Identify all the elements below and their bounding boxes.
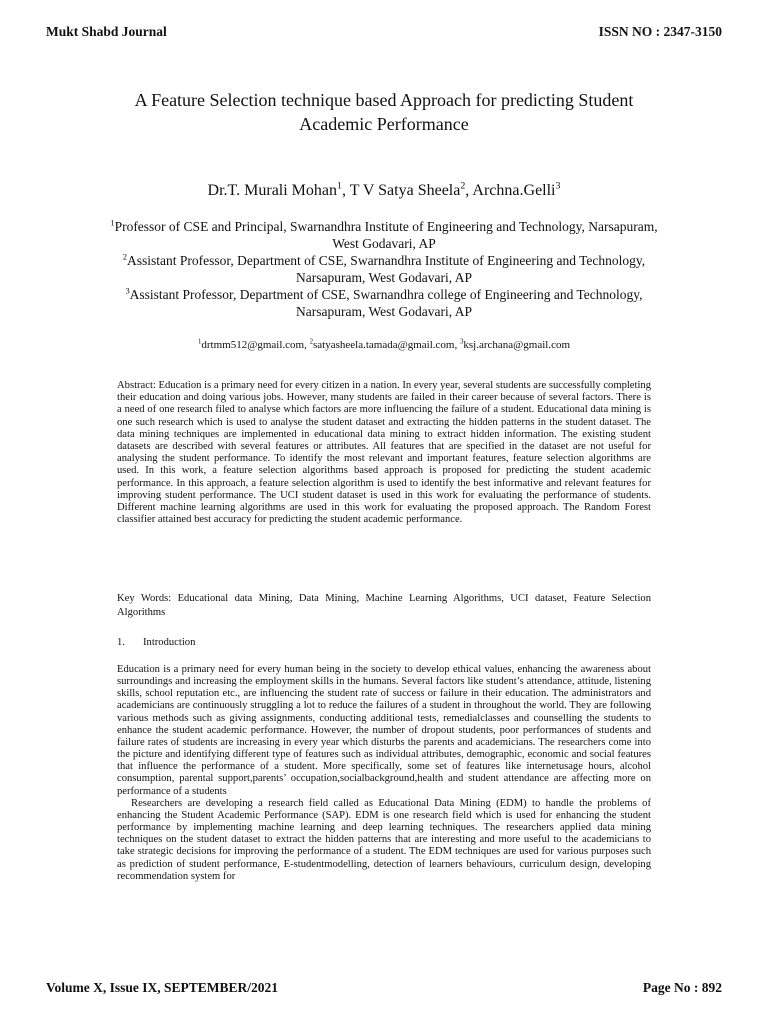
author-name: T V Satya Sheela xyxy=(349,182,461,199)
volume-issue: Volume X, Issue IX, SEPTEMBER/2021 xyxy=(46,980,279,995)
affiliation xyxy=(110,252,658,286)
affiliation-superscript: 3 xyxy=(125,286,130,296)
section-title: Introduction xyxy=(143,637,196,648)
author-superscript: 1 xyxy=(337,180,342,192)
email-separator: , xyxy=(304,339,310,351)
abstract: Abstract: Education is a primary need for every citizen in a nation. In every year, several students are successfully completing their education and doing various jobs. However, many students are failed in their career because of several factors. There is a need of one research filed to analyse which factors are more influencing the failure of a student. Educational data mining is one such research which is used to analyse the student dataset and extracting the hidden patterns in the student dataset. The data mining techniques are implemented in educational data mining to extract hidden information. The existing student datasets are described with several features or attributes. All features that are specified in the dataset are not useful for analysing the student performance. To identify the most relevant and important features, feature selection algorithms are used. In this work, a feature selection algorithms based approach is proposed for predicting the student academic performance. In this approach, a feature selection algorithm is used to identify the best informative and relevant features for improving student performance. The UCI student dataset is used in this work for evaluating the performance of students. Different machine learning algorithms are used in this work for evaluating the proposed approach. The Random Forest classifier attained best accuracy for predicting the student academic performance. xyxy=(117,380,651,526)
keywords: Key Words: Educational data Mining, Data Mining, Machine Learning Algorithms, UCI dataset, Feature Selection Algorithms xyxy=(117,593,651,618)
paragraph: Education is a primary need for every human being in the society to develop ethical values, enhancing the awareness about surroundings and increasing the employment skills in the humans. Several factors like student’s attendance, attitude, listening skills, school reputation etc., are influencing the student rate of success or failure in their education. The administrators and academicians are continuously struggling a lot to reduce the failures of a student in throughout the world. They are following various methods such as giving assignments, conducting additional tests, remedialclasses and counselling the students to enhance the student academic performance. However, the number of dropout students, poor performances of students and failure rates of students are increasing in every year which disturbs the parents and academicians. The researchers come into the picture and identifying different type of features such as individual attributes, demographic, economic and social features that influence the performance of a student. More specifically, some set of features like internetusage hours, alcohol consumption, parental support,parents’ occupation,socialbackground,health and student attendance are affecting more on performance of a students xyxy=(117,664,651,797)
paper-title: A Feature Selection technique based Approach for predicting Student Academic Performance xyxy=(134,90,634,134)
page-header xyxy=(46,24,722,40)
affiliation xyxy=(110,286,658,320)
page-number: Page No : 892 xyxy=(642,980,722,995)
email-superscript: 1 xyxy=(197,338,202,346)
author-name: Archna.Gelli xyxy=(472,182,556,199)
email-address: drtmm512@gmail.com xyxy=(201,339,305,351)
author-separator: , xyxy=(341,182,350,199)
affiliation xyxy=(110,218,658,252)
author-superscript: 3 xyxy=(555,180,561,192)
section-heading xyxy=(117,636,651,649)
affiliation-text: Assistant Professor, Department of CSE, Swarnandhra college of Engineering and Technology, Narsapuram, West Godavari, AP xyxy=(129,287,643,319)
author-name: Dr.T. Murali Mohan xyxy=(207,182,338,199)
author-separator: , xyxy=(465,182,473,199)
journal-name: Mukt Shabd Journal xyxy=(46,24,167,39)
affiliation-text: Professor of CSE and Principal, Swarnandhra Institute of Engineering and Technology, Narsapuram, West Godavari, AP xyxy=(114,219,658,251)
affiliation-superscript: 1 xyxy=(110,218,115,228)
email-superscript: 3 xyxy=(459,338,464,346)
page-footer xyxy=(46,980,722,996)
author-list xyxy=(80,180,688,202)
email-separator: , xyxy=(454,339,460,351)
issn-number: ISSN NO : 2347-3150 xyxy=(598,24,722,39)
email-address: ksj.archana@gmail.com xyxy=(463,339,571,351)
affiliation-list xyxy=(110,218,658,320)
email-address: satyasheela.tamada@gmail.com xyxy=(312,339,455,351)
email-list xyxy=(80,338,688,352)
affiliation-text: Assistant Professor, Department of CSE, Swarnandhra Institute of Engineering and Technology, Narsapuram, West Godavari, AP xyxy=(127,253,646,285)
section-number: 1. xyxy=(117,637,125,648)
paragraph: Researchers are developing a research field called as Educational Data Mining (EDM) to handle the problems of enhancing the Student Academic Performance (SAP). EDM is one research field which is used for enhancing the student performance by implementing machine learning and deep learning techniques. The researchers applied data mining techniques on the student dataset to extract the hidden patterns that are interesting and more useful to the academicians to take strategic decisions for improving the performance of a student. The EDM techniques are used for various purposes such as prediction of student performance, E-studentmodelling, detection of learners behaviours, curriculum design, developing recommendation system for xyxy=(117,797,651,882)
affiliation-superscript: 2 xyxy=(122,252,127,262)
author-superscript: 2 xyxy=(460,180,466,192)
email-superscript: 2 xyxy=(309,338,313,346)
introduction-body xyxy=(117,664,651,883)
